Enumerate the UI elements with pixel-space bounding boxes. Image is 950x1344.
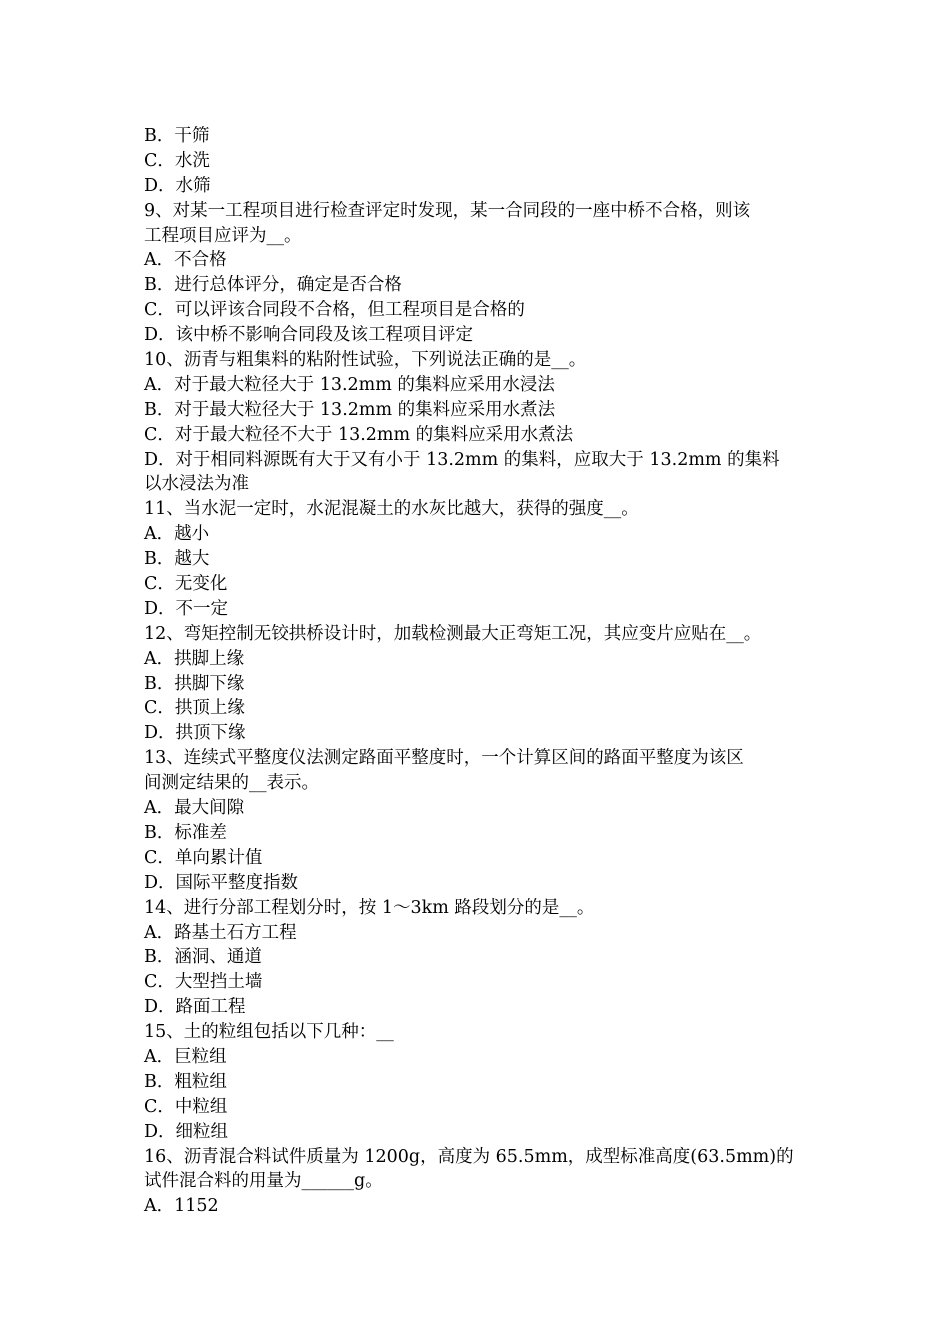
option-15d: D．细粒组 bbox=[144, 1121, 229, 1142]
option-9c: C．可以评该合同段不合格，但工程项目是合格的 bbox=[144, 300, 525, 321]
question-10: 10、沥青与粗集料的粘附性试验，下列说法正确的是__。 bbox=[144, 350, 587, 371]
option-10d: D．对于相同料源既有大于又有小于 13.2mm 的集料，应取大于 13.2mm 的集料 bbox=[144, 449, 780, 470]
question-14: 14、进行分部工程划分时，按 1～3km 路段划分的是__。 bbox=[144, 897, 595, 918]
option-11b: B．越大 bbox=[144, 549, 210, 570]
option-14c: C．大型挡土墙 bbox=[144, 972, 263, 993]
question-13-cont: 间测定结果的__表示。 bbox=[144, 773, 319, 794]
option-16a: A．1152 bbox=[144, 1196, 219, 1217]
option-15a: A．巨粒组 bbox=[144, 1046, 227, 1067]
option-15b: B．粗粒组 bbox=[144, 1071, 227, 1092]
option-12c: C．拱顶上缘 bbox=[144, 698, 245, 719]
document-body bbox=[144, 124, 814, 1219]
option-14a: A．路基土石方工程 bbox=[144, 922, 297, 943]
option-11a: A．越小 bbox=[144, 524, 210, 545]
option-9b: B．进行总体评分，确定是否合格 bbox=[144, 275, 402, 296]
question-16-cont: 试件混合料的用量为______g。 bbox=[144, 1171, 383, 1192]
option-15c: C．中粒组 bbox=[144, 1096, 228, 1117]
option-13c: C．单向累计值 bbox=[144, 847, 263, 868]
option-10d-cont: 以水浸法为准 bbox=[144, 474, 249, 495]
question-13: 13、连续式平整度仪法测定路面平整度时，一个计算区间的路面平整度为该区 bbox=[144, 748, 744, 769]
option-12b: B．拱脚下缘 bbox=[144, 673, 245, 694]
option-13b: B．标准差 bbox=[144, 822, 227, 843]
option-12d: D．拱顶下缘 bbox=[144, 723, 246, 744]
question-9-cont: 工程项目应评为__。 bbox=[144, 225, 302, 246]
option-9a: A．不合格 bbox=[144, 250, 227, 271]
option-9d: D．该中桥不影响合同段及该工程项目评定 bbox=[144, 325, 474, 346]
option-10b: B．对于最大粒径大于 13.2mm 的集料应采用水煮法 bbox=[144, 399, 556, 420]
option-8c: C．水洗 bbox=[144, 150, 210, 171]
option-14d: D．路面工程 bbox=[144, 997, 246, 1018]
option-14b: B．涵洞、通道 bbox=[144, 947, 262, 968]
option-12a: A．拱脚上缘 bbox=[144, 648, 245, 669]
question-11: 11、当水泥一定时，水泥混凝土的水灰比越大，获得的强度__。 bbox=[144, 499, 639, 520]
question-12: 12、弯矩控制无铰拱桥设计时，加载检测最大正弯矩工况，其应变片应贴在__。 bbox=[144, 623, 762, 644]
question-15: 15、土的粒组包括以下几种：__ bbox=[144, 1022, 394, 1043]
option-10a: A．对于最大粒径大于 13.2mm 的集料应采用水浸法 bbox=[144, 374, 555, 395]
question-16: 16、沥青混合料试件质量为 1200g，高度为 65.5mm，成型标准高度(63.5mm)的 bbox=[144, 1146, 794, 1167]
option-8b: B．干筛 bbox=[144, 126, 210, 146]
option-10c: C．对于最大粒径不大于 13.2mm 的集料应采用水煮法 bbox=[144, 424, 574, 445]
option-11c: C．无变化 bbox=[144, 574, 228, 595]
option-13a: A．最大间隙 bbox=[144, 798, 245, 819]
option-13d: D．国际平整度指数 bbox=[144, 872, 299, 893]
option-8d: D．水筛 bbox=[144, 175, 211, 196]
option-11d: D．不一定 bbox=[144, 598, 229, 619]
question-9: 9、对某一工程项目进行检查评定时发现，某一合同段的一座中桥不合格，则该 bbox=[144, 200, 751, 221]
